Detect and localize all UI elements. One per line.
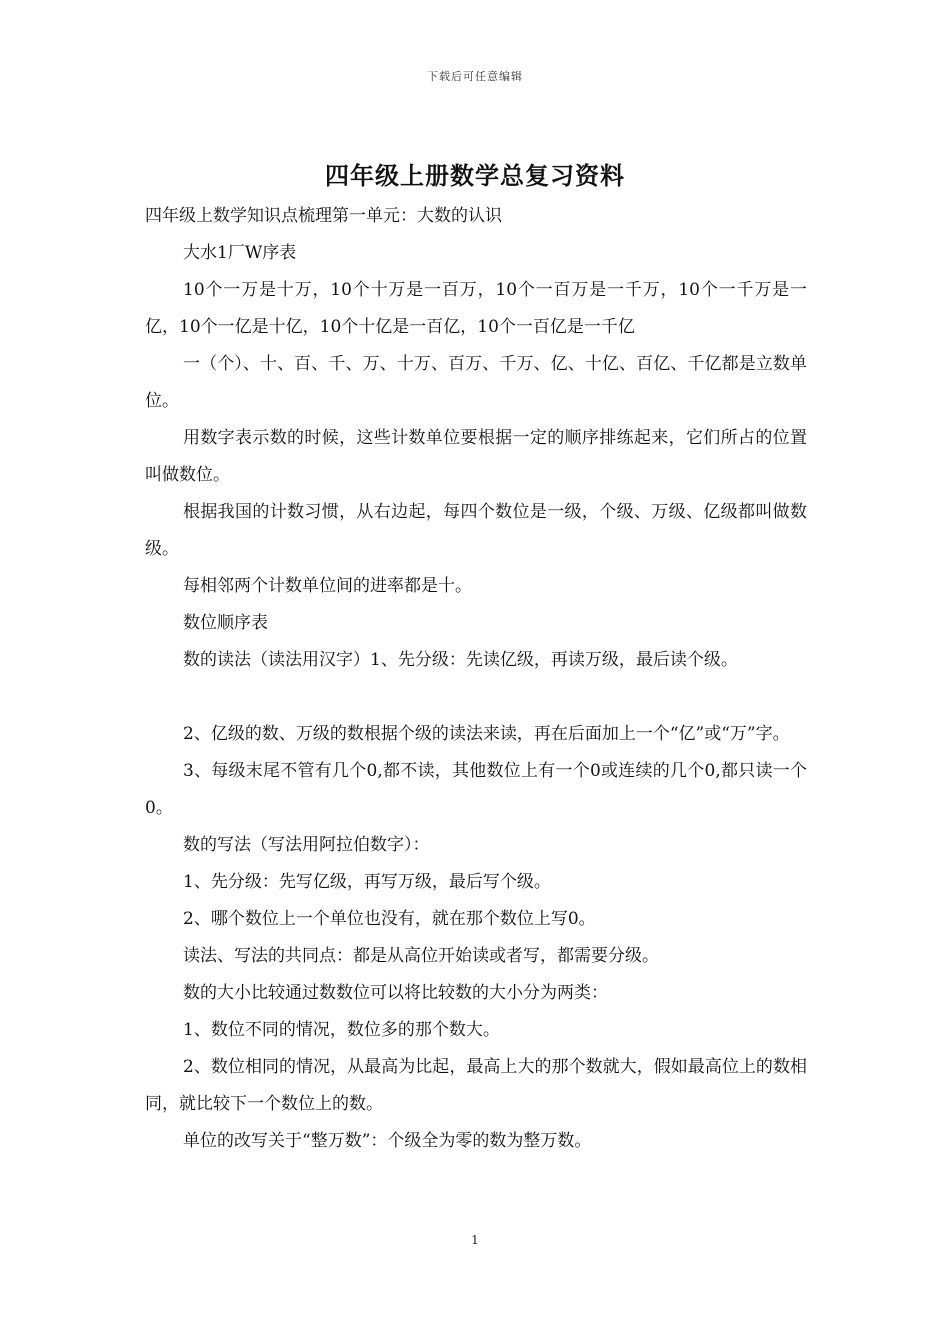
paragraph: 3、每级末尾不管有几个0,都不读，其他数位上有一个0或连续的几个0,都只读一个0。 bbox=[145, 761, 807, 818]
paragraph: 2、亿级的数、万级的数根据个级的读法来读，再在后面加上一个“亿”或“万”字。 bbox=[183, 724, 790, 744]
paragraph: 2、哪个数位上一个单位也没有，就在那个数位上写0。 bbox=[183, 909, 596, 929]
paragraph: 根据我国的计数习惯，从右边起，每四个数位是一级，个级、万级、亿级都叫做数级。 bbox=[145, 502, 807, 559]
paragraph: 读法、写法的共同点：都是从高位开始读或者写，都需要分级。 bbox=[183, 946, 659, 966]
page-number: 1 bbox=[471, 1233, 479, 1247]
paragraph: 大水1厂W序表 bbox=[183, 243, 297, 263]
paragraph: 单位的改写关于“整万数”：个级全为零的数为整万数。 bbox=[183, 1131, 592, 1151]
paragraph: 数的写法（写法用阿拉伯数字）： bbox=[183, 835, 430, 855]
paragraph: 每相邻两个计数单位间的进率都是十。 bbox=[183, 576, 472, 596]
paragraph: 数的读法（读法用汉字）1、先分级：先读亿级，再读万级，最后读个级。 bbox=[183, 650, 738, 670]
paragraph: 一（个）、十、百、千、万、十万、百万、千万、亿、十亿、百亿、千亿都是立数单位。 bbox=[145, 354, 807, 411]
section-heading: 四年级上数学知识点梳理第一单元：大数的认识 bbox=[145, 206, 502, 226]
paragraph: 用数字表示数的时候，这些计数单位要根据一定的顺序排练起来，它们所占的位置叫做数位。 bbox=[145, 428, 807, 485]
paragraph: 数位顺序表 bbox=[183, 613, 268, 633]
paragraph: 数的大小比较通过数数位可以将比较数的大小分为两类： bbox=[183, 983, 608, 1003]
document-body bbox=[145, 198, 807, 1160]
paragraph: 1、数位不同的情况，数位多的那个数大。 bbox=[183, 1020, 500, 1040]
paragraph: 10个一万是十万，10个十万是一百万，10个一百万是一千万，10个一千万是一亿，10个一亿是十亿，10个十亿是一百亿，10个一百亿是一千亿 bbox=[145, 280, 807, 337]
page-header: 下载后可任意编辑 bbox=[427, 70, 523, 83]
document-title: 四年级上册数学总复习资料 bbox=[325, 161, 625, 190]
paragraph: 1、先分级：先写亿级，再写万级，最后写个级。 bbox=[183, 872, 551, 892]
paragraph: 2、数位相同的情况，从最高为比起，最高上大的那个数就大，假如最高位上的数相同，就比较下一个数位上的数。 bbox=[145, 1057, 807, 1114]
